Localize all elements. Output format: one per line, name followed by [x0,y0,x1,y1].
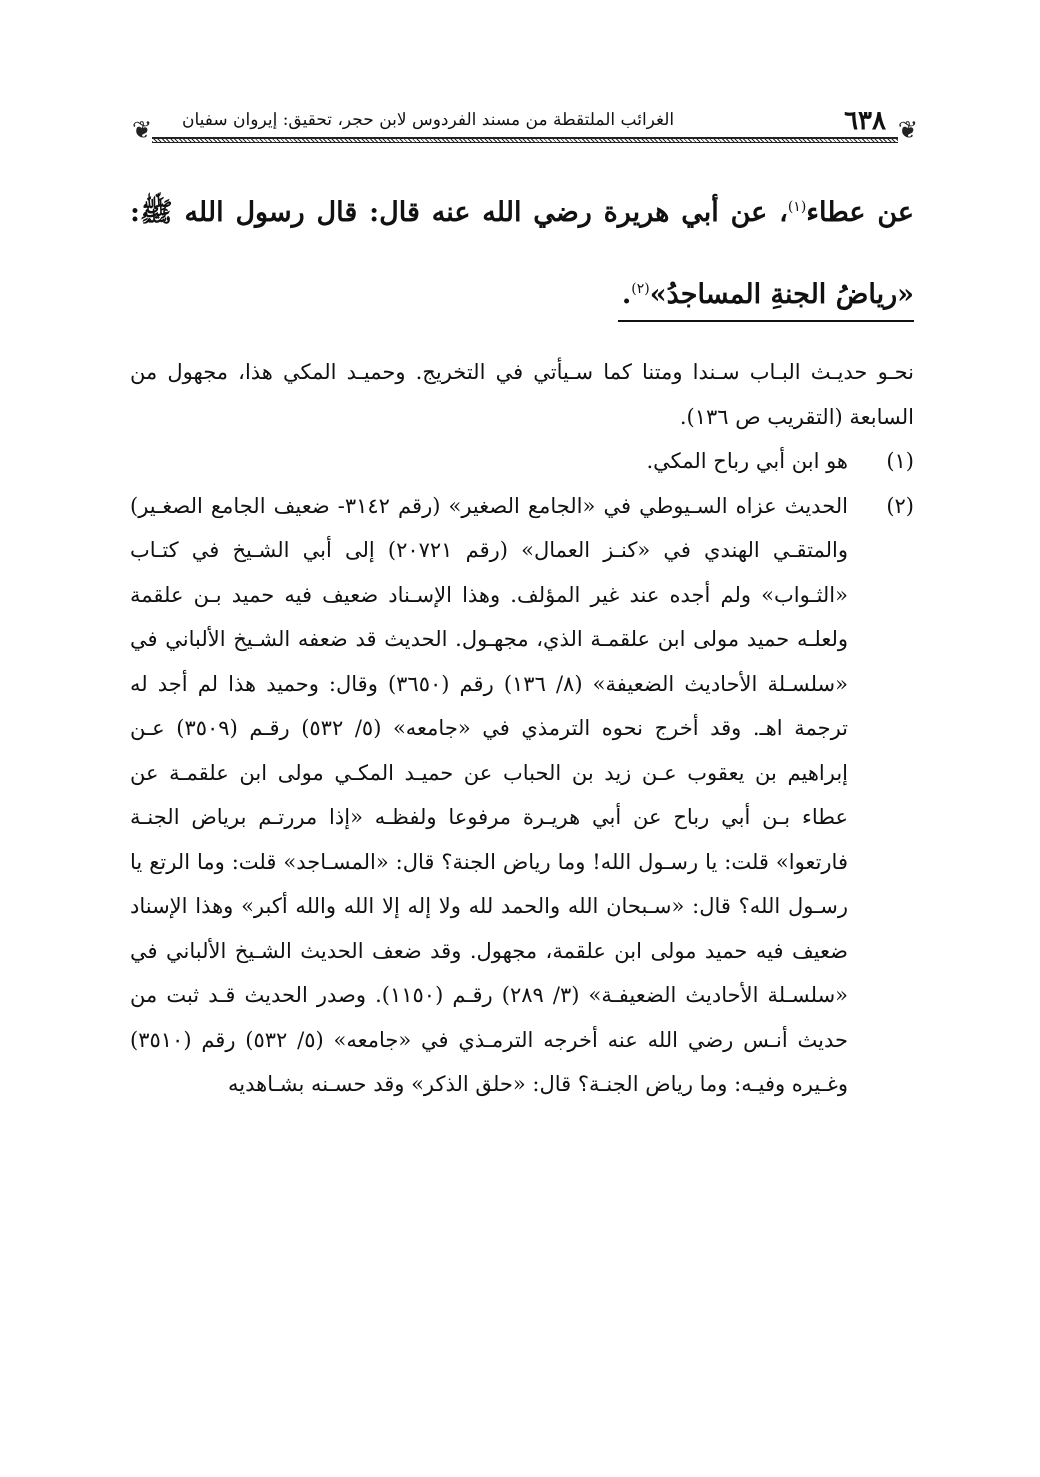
page-number: ٦٣٨ [844,106,886,136]
hadith-part-2: ، عن أبي هريرة رضي الله عنه قال: قال رسول الله ﷺ: «رياضُ الجنةِ المساجدُ» [130,197,914,310]
footnote-continuation: نحـو حديـث البـاب سـندا ومتنا كما سـيأتي في التخريج. وحميـد المكي هذا، مجهول من السابعة (التقريب ص ١٣٦). [130,360,914,429]
footnote-item [130,439,914,484]
hadith-part-1: عن عطاء [806,197,914,228]
footnote-number: (١) [886,449,914,473]
footnote-separator [618,320,914,322]
footnote-ref-2: (٢) [631,281,650,297]
footnote-number: (٢) [886,493,914,518]
footnote-item [130,484,914,1107]
footnote-ref-1: (١) [787,199,807,215]
hadith-end: . [621,279,632,310]
footnotes [130,350,914,1107]
footnote-text: هو ابن أبي رباح المكي. [646,449,848,473]
header-ornament-left-icon: ❦ [132,116,153,144]
header-ornament-right-icon: ❦ [897,116,918,144]
page-header [132,106,918,150]
footnote-text: الحديث عزاه السـيوطي في «الجامع الصغير» (رقم ٣١٤٢- ضعيف الجامع الصغـير) والمتقـي الهندي في «كنـز العمال» (رقم ٢٠٧٢١) إلى أبي الشـيخ في كتـاب «الثـواب» ولم أجده عند غير المؤلف. وهذا الإسـناد ضعيف فيه حميد بـن علقمة ولعلـه حميد مولى ابن علقمـة الذي، مجهـول. الحديث قد ضعفه الشـيخ الألباني في «سلسـلة الأحاديث الضعيفة» (٨/ ١٣٦) رقم (٣٦٥٠) وقال: وحميد هذا لم أجد له ترجمة اهـ. وقد أخرج نحوه الترمذي في «جامعه» (٥/ ٥٣٢) رقـم (٣٥٠٩) عـن إبراهيم بن يعقوب عـن زيد بن الحباب عن حميـد المكـي مولى ابن علقمـة عن عطاء بـن أبي رباح عن أبي هريـرة مرفوعا ولفظـه «إذا مررتـم برياض الجنـة فارتعوا» قلت: يا رسـول الله! وما رياض الجنة؟ قال: «المسـاجد» قلت: وما الرتع يا رسـول الله؟ قال: «سـبحان الله والحمد لله ولا إله إلا الله والله أكبر» وهذا الإسناد ضعيف فيه حميد مولى ابن علقمة، مجهول. وقد ضعف الحديث الشـيخ الألباني في «سلسـلة الأحاديث الضعيفـة» (٣/ ٢٨٩) رقـم (١١٥٠). وصدر الحديث قـد ثبت من حديث أنـس رضي الله عنه أخرجه الترمـذي في «جامعه» (٥/ ٥٣٢) رقم (٣٥١٠) وغـيره وفيـه: وما رياض الجنـة؟ قال: «حلق الذكر» وقد حسـنه بشـاهديه [130,493,849,1096]
running-title: الغرائب الملتقطة من مسند الفردوس لابن حجر، تحقيق: إيروان سفيان [182,110,675,130]
header-rule [152,137,898,143]
hadith-text [130,172,914,336]
